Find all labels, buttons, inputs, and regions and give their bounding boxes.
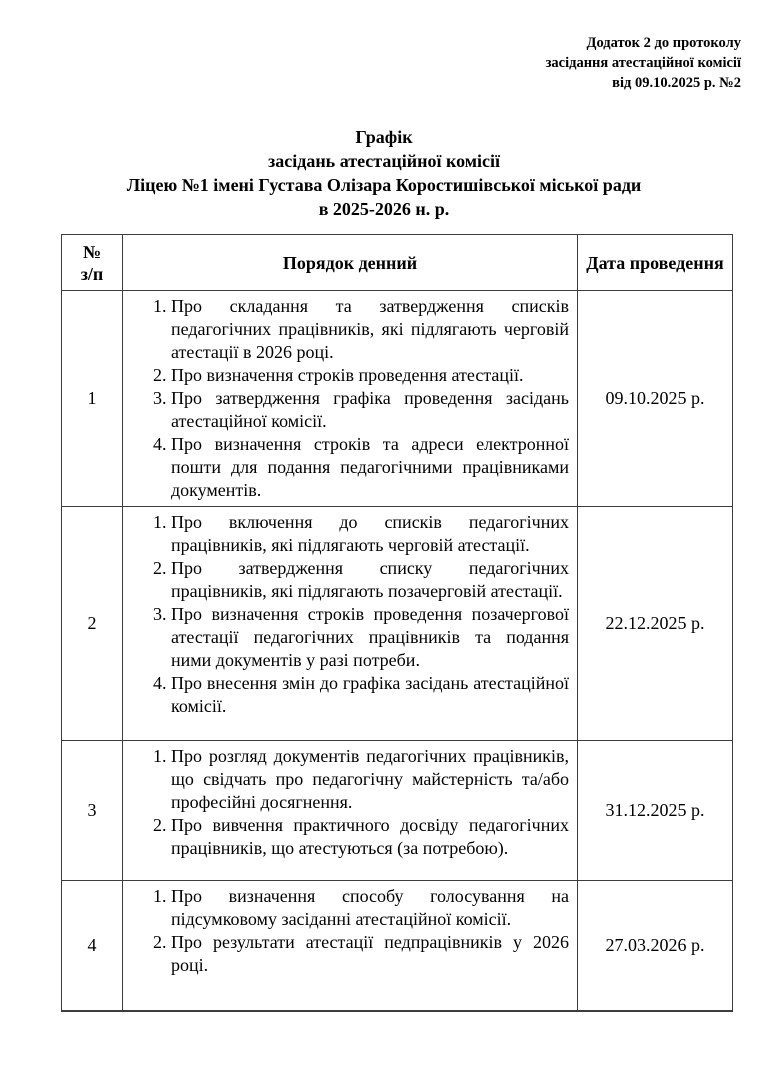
agenda-cell	[123, 881, 578, 1011]
annex-line-2: засідання атестаційної комісії	[545, 55, 741, 71]
agenda-item: 2. Про затвердження списку педагогічних працівників, які підлягають позачерговій атестації.	[171, 557, 569, 603]
table-row-4	[62, 881, 733, 1011]
annex-note	[0, 0, 768, 93]
table-row-1	[62, 291, 733, 507]
row-number-cell: 2	[62, 507, 123, 741]
document-title	[0, 125, 768, 221]
agenda-item: 1. Про включення до списків педагогічних працівників, які підлягають черговій атестації.	[171, 511, 569, 557]
agenda-cell	[123, 291, 578, 507]
col-header-number-line2: з/п	[80, 263, 104, 284]
agenda-cell	[123, 741, 578, 881]
agenda-list	[131, 745, 569, 860]
schedule-table	[61, 234, 733, 1012]
agenda-item: 1. Про визначення способу голосування на підсумковому засіданні атестаційної комісії.	[171, 885, 569, 931]
date-cell: 27.03.2026 р.	[578, 881, 733, 1011]
title-line-4: в 2025-2026 н. р.	[318, 199, 450, 219]
date-cell: 22.12.2025 р.	[578, 507, 733, 741]
agenda-item: 3. Про визначення строків проведення позачергової атестації педагогічних працівників та подання ними документів у разі потреби.	[171, 603, 569, 672]
agenda-item: 2. Про визначення строків проведення атестації.	[171, 364, 569, 387]
col-header-agenda: Порядок денний	[123, 235, 578, 291]
title-line-2: засідань атестаційної комісії	[267, 151, 500, 171]
col-header-number-line1: №	[82, 241, 102, 262]
title-line-1: Графік	[355, 127, 413, 147]
col-header-date: Дата проведення	[578, 235, 733, 291]
col-header-number	[62, 235, 123, 291]
row-number-cell: 4	[62, 881, 123, 1011]
agenda-item: 4. Про визначення строків та адреси електронної пошти для подання педагогічними працівниками документів.	[171, 433, 569, 502]
annex-line-1: Додаток 2 до протоколу	[586, 35, 741, 51]
date-cell: 31.12.2025 р.	[578, 741, 733, 881]
table-row-2	[62, 507, 733, 741]
agenda-item: 4. Про внесення змін до графіка засідань атестаційної комісії.	[171, 672, 569, 718]
agenda-list	[131, 885, 569, 977]
annex-line-3: від 09.10.2025 р. №2	[612, 75, 741, 91]
agenda-item: 1. Про розгляд документів педагогічних працівників, що свідчать про педагогічну майстерність та/або професійні досягнення.	[171, 745, 569, 814]
agenda-item: 2. Про результати атестації педпрацівників у 2026 році.	[171, 931, 569, 977]
agenda-item: 2. Про вивчення практичного досвіду педагогічних працівників, що атестуються (за потребою).	[171, 814, 569, 860]
agenda-item: 3. Про затвердження графіка проведення засідань атестаційної комісії.	[171, 387, 569, 433]
title-line-3: Ліцею №1 імені Густава Олізара Коростишівської міської ради	[126, 175, 642, 195]
agenda-list	[131, 295, 569, 502]
row-number-cell: 3	[62, 741, 123, 881]
row-number-cell: 1	[62, 291, 123, 507]
date-cell: 09.10.2025 р.	[578, 291, 733, 507]
agenda-cell	[123, 507, 578, 741]
table-row-3	[62, 741, 733, 881]
table-header-row	[62, 235, 733, 291]
agenda-item: 1. Про складання та затвердження списків педагогічних працівників, які підлягають черговій атестації в 2026 році.	[171, 295, 569, 364]
agenda-list	[131, 511, 569, 718]
